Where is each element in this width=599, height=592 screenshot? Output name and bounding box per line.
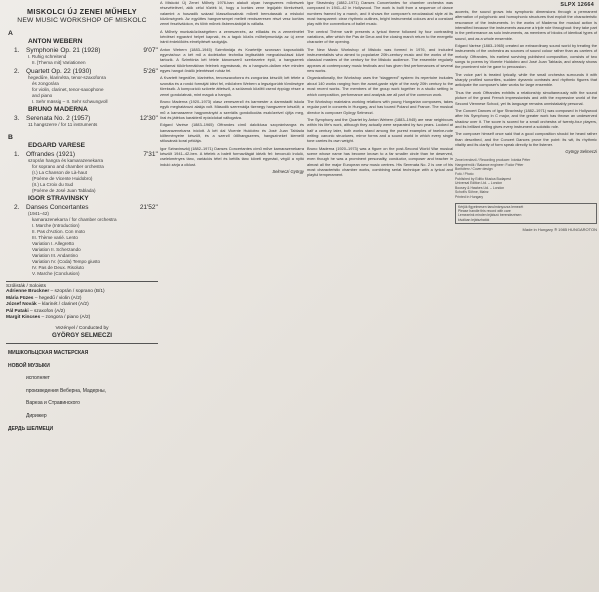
notes-paragraph: Organizationally, the Workshop uses the "staggered" system: its repertoire includes about 140 works ranging from the avant-garde style of the early 20th century to the most recent works. The members of the group work together in a studio setting in which composition, performance and analysis are all part of the common work. xyxy=(307,75,453,97)
track-detail: I. Ruhig schreitend xyxy=(28,54,67,59)
notes-paragraph: Anton Webern (1883–1945) Szimfóniája és Kvartettje szorosan kapcsolódik egymáshoz: a két mű a dodekafon technika legtisztább megvalósulásai közé tartozik. A Szimfónia két tétele kánonszerű szerkezetre épül, a hangszerek szólamai tükörformákban felelnek egymásnak, és a hangszín-dallam elve minden egyes hangot önálló jelentéssel ruház fel. xyxy=(160,46,304,74)
credit-line: Hangmérnök / Balance engineer: Fodor Péter xyxy=(455,162,524,167)
russian-line: Вареза и Стравинского xyxy=(26,400,80,407)
notes-paragraph: The Symphony and the Quartet by Anton Webern (1883–1945) are near neighbours within his life's work, although they actually were separated by two years. Looked at half a century later, both works stand among the purest examples of twelve-note writing: canonic structures, mirror forms and a sound world in which every single tone carries its own weight. xyxy=(307,116,453,144)
track-detail: for violin, clarinet, tenor-saxophone xyxy=(32,87,104,92)
care-line: Please handle this record with care xyxy=(458,209,511,213)
notes-paragraph: Bruno Maderna (1920–1973) was a figure on the post-Second World War musical scene whose name has become known to a far smaller circle than he deserved, even though he was a prominent personality, conductor, composer and teacher in almost all the major European new music centres. His Serenata No. 2 is one of his most characteristic chamber works, combining serial technique with a lyrical and playful temperament. xyxy=(307,145,453,178)
track-title: Quartett Op. 22 (1930) xyxy=(26,68,92,75)
record-care-notice xyxy=(455,203,597,225)
track-detail: Variation I. Allegretto xyxy=(32,241,75,246)
track-duration: 5'26'' xyxy=(143,68,158,75)
track-duration: 21'52'' xyxy=(139,204,158,211)
track-detail: V. Marche (Conclusion) xyxy=(32,271,80,276)
track-row xyxy=(6,47,158,54)
track-row xyxy=(6,115,158,122)
notes-paragraph: A Műhely munkaközösségében a zeneszerzés, az előadás és a zeneelmélet kérdései egyaránt helyet kapnak, és a tagok közös műhelymunkája az új zene iránti érdeklődés elmélyítését szolgálja. xyxy=(160,28,304,45)
soloist-name: József Novák xyxy=(6,302,37,308)
notes-english xyxy=(307,0,453,178)
soloists-heading: Szólisták / Soloists xyxy=(6,284,46,289)
composer-name: IGOR STRAVINSKY xyxy=(28,195,89,202)
notes-english-continued-column xyxy=(455,0,597,590)
made-in: Made in Hungary ℗ 1985 HUNGAROTON xyxy=(522,227,597,233)
notes-paragraph: Thus the work Offrandes exhibits a relationship simultaneously with the sound picture of the grand French impressionists and with the expressive world of the Second Viennese School, yet its language remains unmistakably personal. xyxy=(455,89,597,106)
track-detail: Variation III. Andantino xyxy=(32,253,78,258)
notes-signature: Selmeczi György xyxy=(272,168,304,174)
track-detail: 11 hangszerre / for 11 instruments xyxy=(28,122,98,127)
track-title: Serenata No. 2 (1957) xyxy=(26,115,91,122)
russian-line: Дирижер xyxy=(26,412,47,419)
track-detail: II. Pas d'Action. Con moto xyxy=(32,229,85,234)
conductor-name: GYÖRGY SELMECZI xyxy=(51,331,113,339)
notes-signature-english: György Selmeczi xyxy=(565,149,597,155)
credit-line: Published by Editio Musica Budapest xyxy=(455,176,511,181)
russian-line: ДЕРДЬ ШЕЛМЕЦИ xyxy=(8,425,54,432)
credit-line: Fotó / Photo xyxy=(455,172,474,177)
album-subtitle: NEW MUSIC WORKSHOP OF MISKOLC xyxy=(17,17,147,24)
divider xyxy=(6,281,158,282)
track-detail: (Poème de José Juan Tablada) xyxy=(32,188,96,193)
tracklist-column xyxy=(6,0,158,590)
track-detail: Variation IV. (Coda) Tempo giusto xyxy=(32,259,101,264)
track-title: Danses Concertantes xyxy=(26,204,89,211)
catalog-number: SLPX 12664 xyxy=(560,2,594,8)
track-detail: és zongorára xyxy=(32,81,59,86)
track-duration: 7'31'' xyxy=(143,151,158,158)
track-row xyxy=(6,204,158,211)
track-title: Offrandes (1921) xyxy=(26,151,76,158)
soloist-name: Mária Füzes xyxy=(6,295,34,301)
notes-paragraph: Edgard Varèse (1883–1965) Offrandes című dalciklusa szopránhangra és kamarazenekarra íródott. A két dal Vicente Huidobro és José Juan Tablada költeményeire készült, és a szerző ütőhangszeres, hangszíneket kiemelő stílusának korai példája. xyxy=(160,122,304,144)
credit-line: Universal Edition Ltd. – London xyxy=(455,181,503,186)
care-line: Lemezeink minden lejátszó berendezésen xyxy=(458,213,522,218)
russian-line: исполняет xyxy=(26,375,50,382)
tracklist xyxy=(6,30,158,277)
side-label: B xyxy=(8,134,13,141)
notes-paragraph: The Workshop maintains working relations with young Hungarian composers, takes regular part in concerts in Hungary, and has toured Poland and France. The musical director is composer György Selmeczi. xyxy=(307,98,453,115)
track-detail: III. Thème varié. Lento xyxy=(32,235,78,240)
notes-paragraph: Igor Sztravinszkij (1882–1971) Danses Concertantes című műve kamarazenekarra készült 1941–42-ben. A tételek a balett formavilágát idézik fel: bevonuló induló, cselekményes tánc, variációs tétel és kettős tánc követi egymást, végül a nyitó induló zárja a ciklust. xyxy=(160,145,304,167)
track-detail: (Poème de Vicente Huidobro) xyxy=(32,176,93,181)
track-number: 2. xyxy=(14,204,20,211)
notes-paragraph: The central Thème varié presents a lyrical theme followed by four contrasting variations, after which the Pas de Deux and the closing march return to the energetic character of the opening. xyxy=(307,28,453,45)
notes-paragraph: Edgard Varèse (1883–1965) created an extraordinary sound world by treating the instruments of the orchestra as sources of sound colour rather than as carriers of melody. Offrandes, his earliest surviving published composition, consists of two songs to poems by Vicente Huidobro and José Juan Tablada, and already shows the prominent role he gave to percussion. xyxy=(455,43,597,70)
russian-line: МИШКОЛЬЦСКАЯ МАСТЕРСКАЯ xyxy=(8,349,89,356)
conductor-heading: Vezényel / Conducted by xyxy=(55,325,109,331)
track-detail: (I.) La Chanson de Là-haut xyxy=(32,170,87,175)
track-detail: (II.) La Croix du Sud xyxy=(32,182,74,187)
track-duration: 12'30'' xyxy=(139,115,158,122)
russian-notes xyxy=(6,350,158,432)
track-number: 1. xyxy=(14,151,20,158)
track-row xyxy=(6,68,158,75)
track-number: 3. xyxy=(14,115,20,122)
credit-line: Zenei rendező / Recording producer: Ivánka Péter xyxy=(455,158,531,163)
notes-paragraph: A Miskolci Új Zenei Műhely 1976-ban alakult olyan hangszeres művészek részvételével, akik célul tűzték ki, hogy a kortárs zene legújabb törekvéseit, valamint a huszadik század klasszikusainak műveit bemutassák a miskolci közönségnek. Az együttes hangversenyei mellett rendszeresen részt vesz kortárs zenei fesztiválokon, és több műnek ősbemutatóját is vállalta. xyxy=(160,0,304,27)
notes-hungarian xyxy=(160,0,304,167)
track-detail: I. Marche (Introduction) xyxy=(32,223,80,228)
credit-line: Schott's Söhne, Mainz xyxy=(455,190,489,195)
track-detail: kamarazenekarra / for chamber orchestra xyxy=(32,217,117,222)
track-detail: II. [Thema mit] Variationen xyxy=(32,60,86,65)
track-number: 2. xyxy=(14,68,20,75)
soloist-role: – zongora / piano (A/2) xyxy=(41,315,91,321)
divider xyxy=(6,343,158,344)
credit-line: Borítóterv / Cover design xyxy=(455,167,493,172)
credits xyxy=(455,158,597,199)
notes-paragraph: The voice part is treated lyrically, while the small orchestra surrounds it with sharply profiled sonorities, sudden dynamic contrasts and rhythmic figures that anticipate the composer's later works for large ensemble. xyxy=(455,71,597,88)
soloist-row xyxy=(6,289,158,296)
care-line: Kérjük figyelmesen tanulmányozza lemezét xyxy=(458,204,524,209)
composer-name: EDGARD VARESE xyxy=(28,142,86,149)
track-row xyxy=(6,151,158,158)
album-title: MISKOLCI ÚJ ZENEI MŰHELY xyxy=(27,7,137,16)
credit-line: Boosey & Hawkes Ltd. – London xyxy=(455,185,505,190)
composer-name: BRUNO MADERNA xyxy=(28,106,88,113)
soloist-role: – szaxofon (A/2) xyxy=(30,308,65,314)
soloists-list xyxy=(6,289,158,322)
track-number: 1. xyxy=(14,47,20,54)
soloist-role: – hegedű / violin (A/2) xyxy=(34,295,82,301)
soloist-name: Pál Pataki xyxy=(6,308,29,314)
side-label: A xyxy=(8,30,13,37)
track-detail: for soprano and chamber orchestra xyxy=(32,164,104,169)
notes-paragraph: The Concert Dances of Igor Stravinsky (1882–1971) was composed in Hollywood after his Symphony in C major, and the greater work has thrown an undeserved shadow over it. The score is scored for a small orchestra of twenty-four players, and its brilliant writing gives every instrument a soloistic role. xyxy=(455,107,597,129)
credit-line: Printed in Hungary xyxy=(455,195,484,199)
track-detail: IV. Pas de Deux. Risoluto xyxy=(32,265,84,270)
notes-paragraph: Bruno Maderna (1920–1973) olasz zeneszerző és karmester a darmstadti iskola egyik meghatározó alakja volt. Második szerenádja tizenegy hangszerre készült; a mű a kamarazene hagyományát a szeriális gondolkodás eszközeivel újítja meg, lírai és játékos karakterű epizódokat váltogatva. xyxy=(160,98,304,120)
track-detail: Variation II. Scherzando xyxy=(32,247,81,252)
russian-line: произведения Веберна, Мадерны, xyxy=(26,387,106,394)
care-line: kiválóan lejátszhatók xyxy=(458,217,490,222)
track-detail: szoprán hangra és kamarazenekarra xyxy=(28,158,104,163)
notes-paragraph: accents, the sound grows into symphonic dimensions through a permanent alternation of polyphonic and homophonic structures that exploit the characteristic resonance of the instruments. In the works of Maderna the musical action is intensified because the instruments assume a triple role throughout: they take part in the performance as solo instruments, as members of blocks of identical types of sound, and as a whole ensemble. xyxy=(455,9,597,41)
composer-name: ANTON WEBERN xyxy=(28,38,83,45)
notes-paragraph: The composer himself once said that a good composition should be heard rather than described, and the Concert Dances prove the point: its wit, its rhythmic vitality and its clarity of form speak directly to the listener. xyxy=(455,131,597,147)
soloist-name: Margit Kincses xyxy=(6,315,41,321)
track-duration: 9'07'' xyxy=(143,47,158,54)
track-detail: hegedűre, klarinétra, tenor-szaxofonra xyxy=(28,75,106,80)
track-detail: (1941–42) xyxy=(28,211,49,216)
track-detail: and piano xyxy=(32,93,53,98)
track-detail: I. Sehr mässig – II. Sehr schwungvoll xyxy=(32,99,108,104)
notes-paragraph: A Kvartett hegedűre, klarinétra, tenorszaxofonra és zongorára készült; két tétele a szonáta és a rondó formáját idézi fel, miközben Webern a legszigorúbb tömörségre törekszik. A kompozíció szövete áttetsző, a szólamok közötti csend éppúgy része a zenei gondolatnak, mint maguk a hangok. xyxy=(160,75,304,97)
notes-english-column xyxy=(307,0,453,590)
notes-english-continued xyxy=(455,9,597,147)
track-title: Symphonie Op. 21 (1928) xyxy=(26,47,101,54)
notes-paragraph: The New Music Workshop of Miskolc was formed in 1976, and included instrumentalists who aimed to popularize 20th-century music and the works of the classical masters of the century for the Miskolc audience. The ensemble regularly appears at contemporary music festivals and has given first performances of several new works. xyxy=(307,46,453,74)
russian-line: НОВОЙ МУЗЫКИ xyxy=(8,362,50,369)
notes-hungarian-column xyxy=(160,0,304,590)
soloist-role: – szoprán / soprano (B/1) xyxy=(50,289,105,294)
soloist-name: Adrienne Bruckner xyxy=(6,289,50,294)
soloist-row xyxy=(6,302,158,309)
notes-paragraph: Igor Stravinsky (1882–1971) Danses Concertantes for chamber orchestra was composed in 1941–42 in Hollywood. The work is built from a sequence of dance numbers framed by a march, and it shows the composer's neoclassical style at its most transparent: clear rhythmic outlines, bright instrumental colours and a constant play with the conventions of ballet music. xyxy=(307,0,453,27)
soloist-role: – klarinét / clarinet (A/2) xyxy=(38,302,89,308)
soloist-row xyxy=(6,315,158,322)
